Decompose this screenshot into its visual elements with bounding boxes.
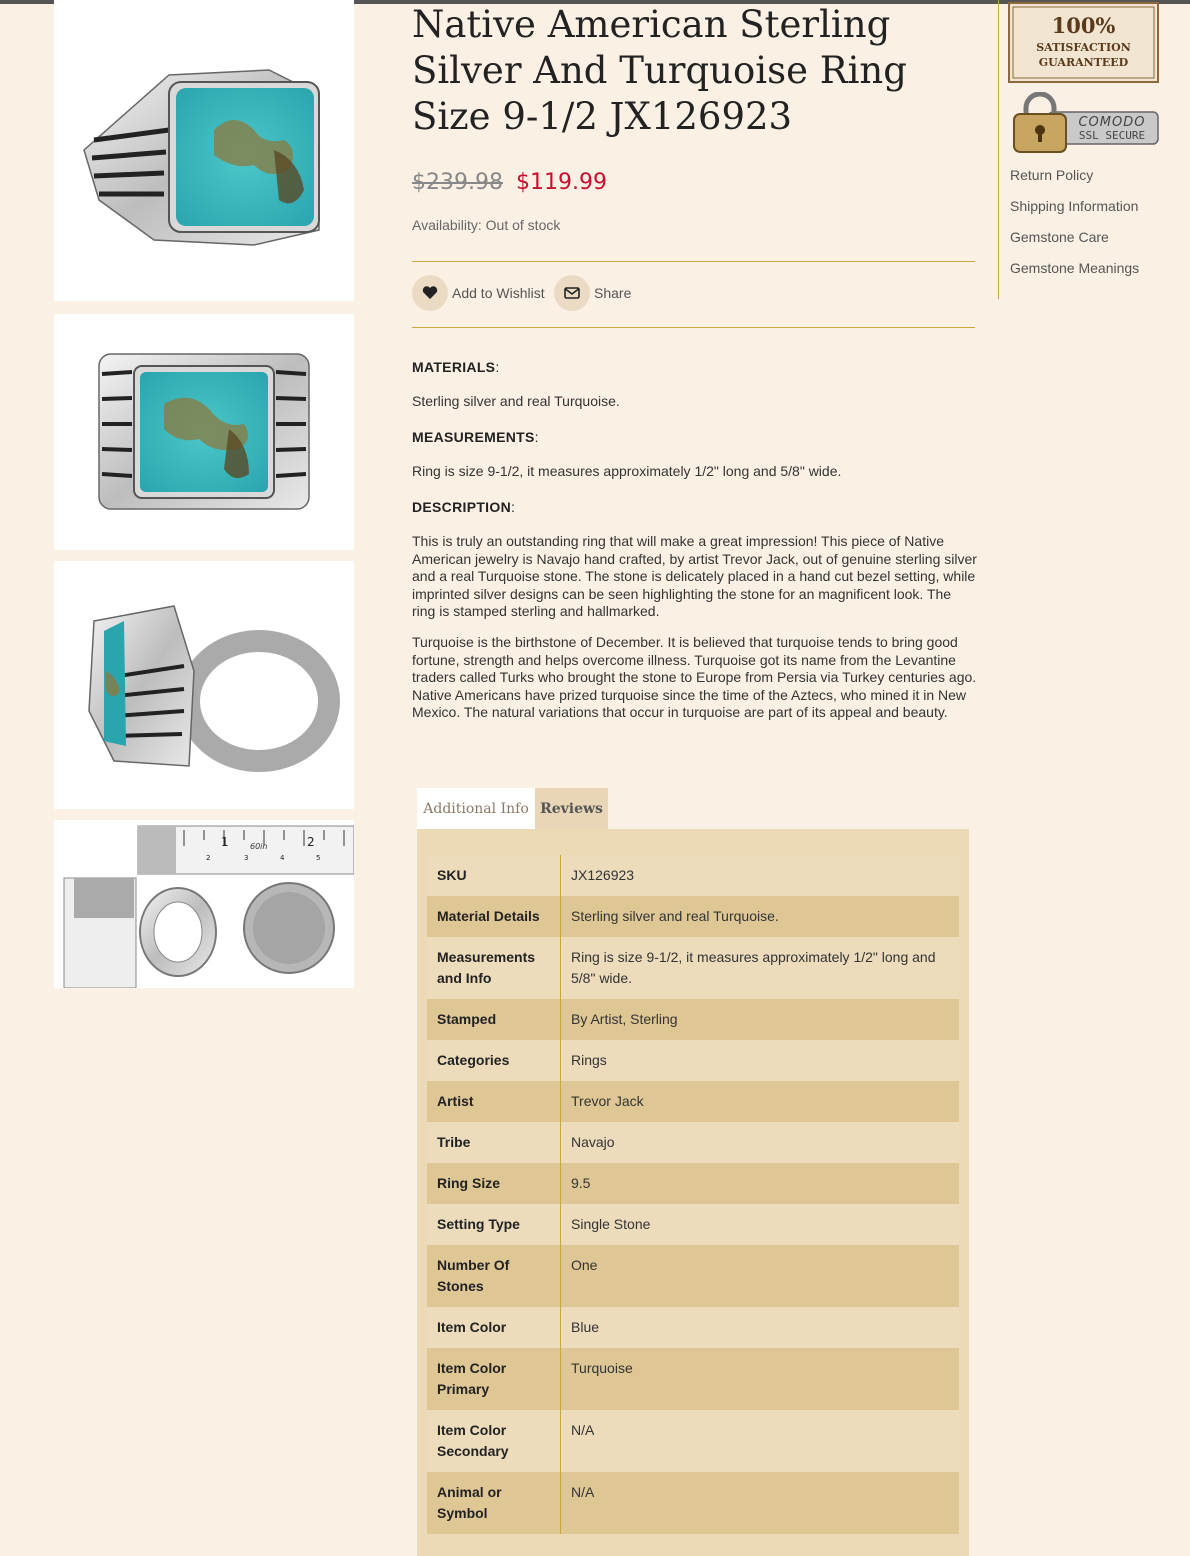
ruler-number: 2 xyxy=(307,835,315,849)
ssl-secure-text: SSL SECURE xyxy=(1078,129,1146,142)
spec-key: Item Color Primary xyxy=(427,1348,561,1410)
original-price: $239.98 xyxy=(412,170,503,195)
divider xyxy=(412,261,975,262)
tab-additional-info[interactable]: Additional Info xyxy=(417,788,535,829)
measurements-heading: MEASUREMENTS: xyxy=(412,429,539,445)
spec-value: N/A xyxy=(561,1472,960,1534)
description-heading: DESCRIPTION: xyxy=(412,499,516,515)
table-row xyxy=(427,1472,959,1534)
spec-key: Material Details xyxy=(427,896,561,937)
price-block xyxy=(412,170,607,195)
spec-key: Item Color xyxy=(427,1307,561,1348)
spec-value: Sterling silver and real Turquoise. xyxy=(561,896,960,937)
spec-value: Trevor Jack xyxy=(561,1081,960,1122)
specs-table xyxy=(427,855,959,1534)
gemstone-meanings-link[interactable]: Gemstone Meanings xyxy=(1010,260,1140,276)
table-row xyxy=(427,1081,959,1122)
heart-icon xyxy=(412,275,448,311)
table-row xyxy=(427,1245,959,1307)
description-paragraph: This is truly an outstanding ring that will make a great impression! This piece of Native American jewelry is Navajo hand crafted, by artist Trevor Jack, out of genuine sterling silver and a real Turquoise stone. The stone is delicately placed in a hand cut bezel setting, while imprinted silver designs can be seen highlighting the stone for an magnificent look. The ring is stamped sterling and hallmarked. xyxy=(412,533,977,619)
badge-guaranteed: GUARANTEED xyxy=(1038,56,1129,69)
table-row xyxy=(427,1307,959,1348)
spec-key: SKU xyxy=(427,855,561,896)
ruler-number: 4 xyxy=(280,854,285,862)
spec-value: One xyxy=(561,1245,960,1307)
tab-reviews[interactable]: Reviews xyxy=(535,788,608,829)
table-row xyxy=(427,937,959,999)
table-row xyxy=(427,855,959,896)
table-row xyxy=(427,1348,959,1410)
product-title: Native American Sterling Silver And Turquoise Ring Size 9-1/2 JX126923 xyxy=(412,3,907,138)
materials-text: Sterling silver and real Turquoise. xyxy=(412,393,620,409)
spec-value: Navajo xyxy=(561,1122,960,1163)
spec-key: Tribe xyxy=(427,1122,561,1163)
product-image-scale[interactable] xyxy=(54,820,354,988)
gemstone-care-link[interactable]: Gemstone Care xyxy=(1010,229,1109,245)
ruler-number: 5 xyxy=(316,854,321,862)
table-row xyxy=(427,1122,959,1163)
spec-key: Number Of Stones xyxy=(427,1245,561,1307)
product-image-side[interactable] xyxy=(54,561,354,809)
spec-key: Animal or Symbol xyxy=(427,1472,561,1534)
share-label: Share xyxy=(594,285,632,301)
badge-satisfaction: SATISFACTION xyxy=(1036,41,1131,54)
wishlist-label: Add to Wishlist xyxy=(452,285,545,301)
spec-key: Setting Type xyxy=(427,1204,561,1245)
divider xyxy=(412,327,975,328)
spec-value: JX126923 xyxy=(561,855,960,896)
measurements-text: Ring is size 9-1/2, it measures approximately 1/2" long and 5/8" wide. xyxy=(412,463,842,479)
sidebar-divider xyxy=(998,0,999,299)
table-row xyxy=(427,1040,959,1081)
shipping-information-link[interactable]: Shipping Information xyxy=(1010,198,1139,214)
satisfaction-guarantee-badge xyxy=(1008,2,1159,83)
spec-key: Ring Size xyxy=(427,1163,561,1204)
ruler-number: 3 xyxy=(244,854,249,862)
spec-value: Single Stone xyxy=(561,1204,960,1245)
ruler-label: 60in xyxy=(250,842,268,851)
ssl-secure-badge xyxy=(1008,92,1160,155)
spec-key: Artist xyxy=(427,1081,561,1122)
spec-value: N/A xyxy=(561,1410,960,1472)
add-to-wishlist-button[interactable] xyxy=(412,275,545,311)
return-policy-link[interactable]: Return Policy xyxy=(1010,167,1094,183)
sale-price: $119.99 xyxy=(515,170,607,195)
spec-value: 9.5 xyxy=(561,1163,960,1204)
spec-value: By Artist, Sterling xyxy=(561,999,960,1040)
envelope-icon xyxy=(554,275,590,311)
ssl-brand: COMODO xyxy=(1078,115,1146,130)
spec-value: Rings xyxy=(561,1040,960,1081)
spec-key: Item Color Secondary xyxy=(427,1410,561,1472)
spec-value: Ring is size 9-1/2, it measures approximately 1/2" long and 5/8" wide. xyxy=(561,937,960,999)
ruler-number: 2 xyxy=(206,854,211,862)
table-row xyxy=(427,999,959,1040)
table-row xyxy=(427,1410,959,1472)
spec-key: Categories xyxy=(427,1040,561,1081)
product-image-front[interactable] xyxy=(54,314,354,550)
badge-percent: 100% xyxy=(1051,13,1116,38)
table-row xyxy=(427,896,959,937)
spec-value: Blue xyxy=(561,1307,960,1348)
ruler-number: 1 xyxy=(221,835,229,849)
spec-key: Stamped xyxy=(427,999,561,1040)
availability-status: Availability: Out of stock xyxy=(412,217,561,233)
table-row xyxy=(427,1204,959,1245)
table-row xyxy=(427,1163,959,1204)
spec-key: Measurements and Info xyxy=(427,937,561,999)
materials-heading: MATERIALS: xyxy=(412,359,500,375)
share-button[interactable] xyxy=(554,275,631,311)
description-paragraph: Turquoise is the birthstone of December. It is believed that turquoise tends to bring good fortune, strength and helps overcome illness. Turquoise got its name from the Levantine traders called Turks who brought the stone to Europe from Persia via Turkey centuries ago. Native Americans have prized turquoise since the time of the Aztecs, who mined it in New Mexico. The natural variations that occur in turquoise are part of its appeal and beauty. xyxy=(412,634,977,720)
spec-value: Turquoise xyxy=(561,1348,960,1410)
product-image-main[interactable] xyxy=(54,0,354,301)
